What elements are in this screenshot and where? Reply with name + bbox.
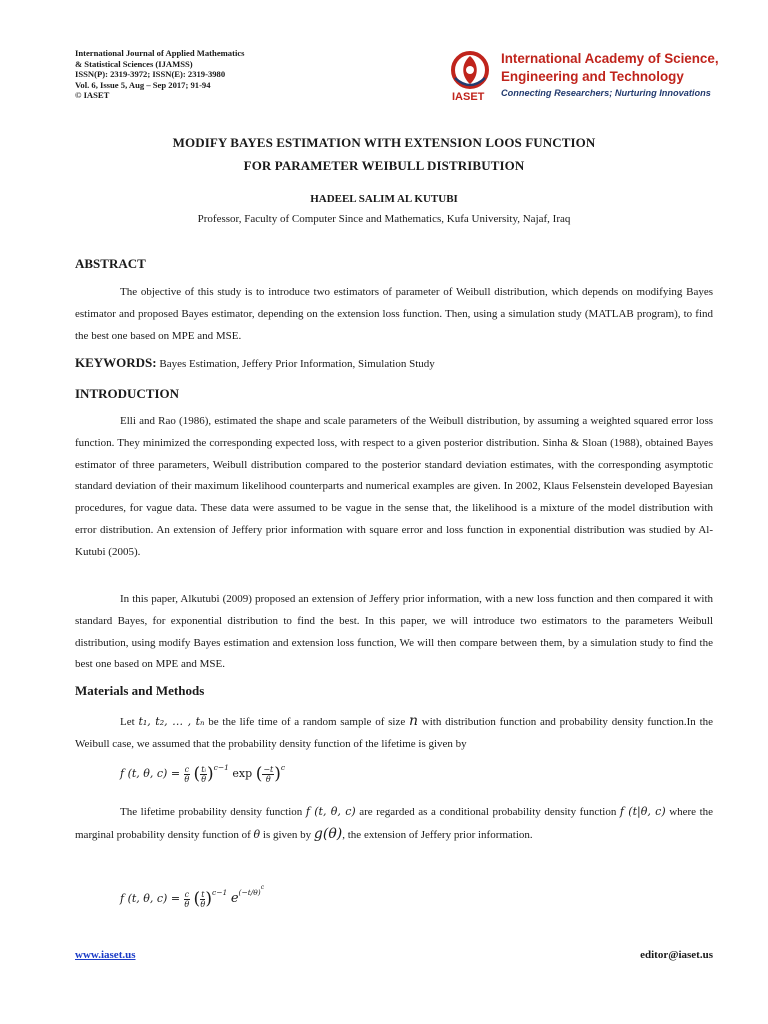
methods-p1-text-b: be the life time of a random sample of size (208, 716, 406, 728)
theta-symbol: θ (253, 827, 261, 841)
eq1-frac-den: θ (184, 774, 190, 784)
methods-p1-text-a: Let (120, 716, 135, 728)
eq1-inner-den: θ (201, 774, 207, 784)
author-affiliation: Professor, Faculty of Computer Since and Mathematics, Kufa University, Najaf, Iraq (197, 213, 571, 225)
eq1-exponent: c−1 (213, 763, 229, 772)
eq2-exponent: c−1 (212, 888, 228, 897)
introduction-para2-text: In this paper, Alkutubi (2009) proposed an extension of Jeffery prior information, with a new loss function and then compared it with standard Bayes, for exponential distribution to find the best. In this paper, we will introduce two estimators to the parameters Weibull distribution, using modify Bayes estimation and extension loss function, We will then compare between them, by a simulation study to find the best one based on MPE and MSE. (75, 593, 713, 671)
keywords-list: Bayes Estimation, Jeffery Prior Information, Simulation Study (159, 358, 435, 370)
journal-volume: Vol. 6, Issue 5, Aug – Sep 2017; 91-94 (75, 79, 211, 90)
introduction-para2 (75, 589, 713, 676)
website-link[interactable]: www.iaset.us (75, 949, 136, 961)
keywords (75, 355, 435, 371)
logo-tagline: Connecting Researchers; Nurturing Innovations (501, 88, 711, 98)
eq2-frac-num: c (184, 889, 190, 899)
journal-name-line1: International Journal of Applied Mathematics (75, 48, 245, 58)
logo-mark-text: IASET (452, 91, 485, 103)
eq1-exp-num: −t (263, 764, 274, 774)
logo-name-line2: Engineering and Technology (501, 69, 684, 84)
introduction-heading: INTRODUCTION (75, 386, 180, 401)
abstract-heading: ABSTRACT (75, 256, 146, 271)
eq2-frac-den: θ (184, 899, 190, 909)
journal-copyright: © IASET (75, 90, 110, 101)
paper-title-line1: MODIFY BAYES ESTIMATION WITH EXTENSION LOOS FUNCTION (172, 135, 596, 150)
journal-name-line2: & Statistical Sciences (IJAMSS) (75, 58, 193, 69)
methods-p2-text-c: where the marginal probability density function of (75, 806, 714, 841)
methods-p2-text-e: , the extension of Jeffery prior information. (342, 828, 533, 841)
introduction-para1-text: Elli and Rao (1986), estimated the shape and scale parameters of the Weibull distribution, by assuming a weighted squared error loss function. They minimized the corresponding expected loss, with respect to a given posterior distribution. Sinha & Sloan (1988), obtained Bayes estimator of three parameters, Weibull distribution compared to the posterior standard deviation estimates, with the corresponding asymptotic standard deviation of their maximum likelihood counterparts and numerical examples are given. In 2002, Klaus Felsenstein developed Bayesian procedures, for vague data. These data were assumed to be vague in the sense that, the likelihood is a mixture of the model distribution with error distribution. An extension of Jeffery prior information with square error and loss function in exponential distribution was studied by Al-Kutubi (2005). (75, 415, 713, 558)
paper-title-line2: FOR PARAMETER WEIBULL DISTRIBUTION (243, 158, 525, 173)
conditional-pdf-notation: f (t|θ, c) (619, 805, 666, 818)
methods-p2-text-d: is given by (262, 828, 312, 841)
editor-email: editor@iaset.us (640, 949, 713, 961)
methods-p1-text-c: with distribution function and probability density function.In the Weibull case, we assumed that the probability density function of the lifetime is given by (75, 716, 714, 750)
eq1-exp-den: θ (265, 774, 271, 784)
eq2-lhs: f (t, θ, c) = (120, 892, 181, 905)
keywords-label: KEYWORDS: (75, 355, 157, 370)
eq2-inner-den: θ (200, 899, 206, 909)
eq1-inner-num: tᵢ (201, 764, 207, 774)
pdf-notation: f (t, θ, c) (305, 805, 356, 818)
eq1-lhs: f (t, θ, c) = (120, 767, 181, 780)
journal-info (75, 48, 245, 101)
eq2-e-exponent: (−t/θ) (238, 888, 261, 897)
author-name: HADEEL SALIM AL KUTUBI (310, 193, 458, 205)
methods-p2-text-b: are regarded as a conditional probability density function (359, 806, 617, 818)
logo-name-line1: International Academy of Science, (501, 51, 719, 66)
equation-weibull-pdf: f (t, θ, c) = $\frac{c}{\theta}$ ( $\frac{\text{tᵢ}}{\theta}$ )$^{c-1}$ exp ( $\frac{-t}{\theta}$ )$^c$ (120, 763, 286, 784)
eq1-frac-num: c (184, 764, 190, 774)
abstract-body: The objective of this study is to introduce two estimators of parameter of Weibull distribution, which depends on modifying Bayes estimator and proposed Bayes estimator, depending on the extension loss function. Then, using a simulation study (MATLAB program), to find the best one based on MPE and MSE. (75, 286, 713, 342)
eq2-e-exponent-c: c (260, 884, 265, 891)
equation-weibull-pdf-exp: f (t, θ, c) = $\frac{c}{\theta}$ ( $\frac{t}{\theta}$ )$^{c-1}$ $e^{(-t/\theta)c}$ (120, 884, 265, 909)
prior-notation: g(θ) (313, 825, 343, 842)
eq2-inner-num: t (201, 889, 205, 899)
variable-n: n (409, 713, 419, 729)
journal-issn: ISSN(P): 2319-3972; ISSN(E): 2319-3980 (75, 69, 226, 80)
iaset-logo (447, 44, 727, 108)
eq1-exp-exponent: c (280, 763, 286, 772)
methods-para2 (75, 801, 713, 847)
variable-list: t₁, t₂, … , tₙ (138, 715, 205, 728)
methods-para1 (75, 711, 713, 756)
methods-p2-text-a: The lifetime probability density function (120, 806, 303, 818)
abstract-text (75, 282, 713, 347)
eq2-e: e (230, 891, 239, 906)
eq1-exp: exp (232, 767, 253, 780)
methods-heading: Materials and Methods (75, 683, 205, 698)
introduction-para1 (75, 411, 713, 564)
